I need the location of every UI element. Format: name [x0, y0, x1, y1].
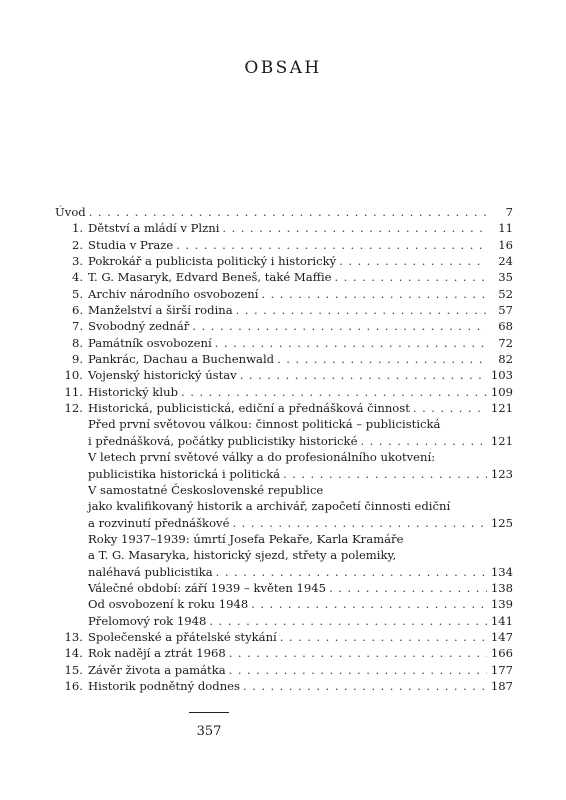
- toc-entry-title: Archiv národního osvobození: [88, 286, 259, 301]
- toc-entry-body: [88, 318, 513, 334]
- toc-entry-body: [88, 416, 513, 432]
- toc-entry: [55, 302, 513, 318]
- toc-entry: [55, 449, 513, 465]
- page-number: 357: [196, 724, 222, 739]
- toc-entry-page: 82: [498, 352, 513, 367]
- toc-entry-title: Historik podnětný dodnes: [88, 678, 240, 693]
- toc-entry-number: 13.: [64, 629, 83, 644]
- toc-entry-number: 8.: [71, 335, 83, 350]
- toc-entry: [55, 580, 513, 596]
- dot-leader: [277, 351, 487, 367]
- toc-entry-title: Památník osvobození: [88, 335, 212, 350]
- toc-entry-page: 121: [490, 433, 513, 448]
- toc-entry-title: Roky 1937–1939: úmrtí Josefa Pekaře, Karla Kramáře: [88, 531, 404, 546]
- toc-entry-title: Historická, publicistická, ediční a přednášková činnost: [88, 401, 410, 416]
- toc-entry: [55, 367, 513, 383]
- toc-entry: [55, 482, 513, 498]
- toc-entry-body: [88, 384, 513, 400]
- toc-entry-body: [88, 237, 513, 253]
- dot-leader: [216, 564, 487, 580]
- toc-entry-body: [88, 286, 513, 302]
- toc-entry-title: a rozvinutí přednáškové: [88, 515, 230, 530]
- dot-leader: [335, 269, 487, 285]
- toc-entry-title: Před první světovou válkou: činnost politická – publicistická: [88, 417, 441, 432]
- toc-entry-number: 10.: [64, 368, 83, 383]
- toc-entry-title: a T. G. Masaryka, historický sjezd, střety a polemiky,: [88, 548, 397, 563]
- toc-entry-body: [88, 515, 513, 531]
- toc-entry-title: Studia v Praze: [88, 237, 174, 252]
- toc-entry-body: [88, 253, 513, 269]
- toc-entry-number: 5.: [71, 286, 83, 301]
- toc-entry: [55, 564, 513, 580]
- toc-entry-body: [88, 400, 513, 416]
- toc-entry-page: 147: [490, 629, 513, 644]
- dot-leader: [280, 629, 487, 645]
- toc-entry-number: 4.: [71, 270, 83, 285]
- dot-leader: [283, 466, 487, 482]
- toc-entry-page: 134: [490, 564, 513, 579]
- toc-entry-title: Dětství a mládí v Plzni: [88, 221, 220, 236]
- toc-entry-page: 103: [490, 368, 513, 383]
- dot-leader: [192, 318, 487, 334]
- toc-entry-title: Svobodný zednář: [88, 319, 190, 334]
- toc-entry: [55, 204, 513, 220]
- toc-entry: [55, 237, 513, 253]
- toc-entry: [55, 433, 513, 449]
- toc-entry: [55, 515, 513, 531]
- toc-entry-page: 121: [490, 401, 513, 416]
- dot-leader: [329, 580, 487, 596]
- toc-entry-body: [88, 678, 513, 694]
- toc-entry-body: [55, 204, 513, 220]
- dot-leader: [251, 596, 487, 612]
- toc-entry-page: 187: [490, 678, 513, 693]
- toc-entry-title: naléhavá publicistika: [88, 564, 213, 579]
- toc-entry: [55, 662, 513, 678]
- toc-entry: [55, 416, 513, 432]
- dot-leader: [229, 662, 487, 678]
- toc-entry-page: 72: [498, 335, 513, 350]
- toc-entry-body: [88, 367, 513, 383]
- toc-entry: [55, 269, 513, 285]
- toc-entry-title: jako kvalifikovaný historik a archivář, započetí činnosti ediční: [88, 499, 451, 514]
- dot-leader: [222, 220, 487, 236]
- toc-entry-number: 15.: [64, 662, 83, 677]
- toc-entry-page: 68: [498, 319, 513, 334]
- toc-entry: [55, 466, 513, 482]
- toc-entry-number: 6.: [71, 303, 83, 318]
- toc-entry-body: [88, 335, 513, 351]
- dot-leader: [413, 400, 487, 416]
- toc-entry-body: [88, 580, 513, 596]
- toc-entry-title: Válečné období: září 1939 – květen 1945: [88, 580, 327, 595]
- toc-entry: [55, 613, 513, 629]
- toc-entry-page: 24: [498, 254, 513, 269]
- toc-entry-number: 14.: [64, 646, 83, 661]
- toc-entry-title: T. G. Masaryk, Edvard Beneš, také Maffie: [88, 270, 332, 285]
- toc-entry-page: 7: [505, 205, 513, 219]
- toc-entry-page: 177: [490, 662, 513, 677]
- toc-entry: [55, 596, 513, 612]
- toc-entry-page: 125: [490, 515, 513, 530]
- toc-entry-title: publicistika historická i politická: [88, 466, 281, 481]
- toc-entry-body: [88, 629, 513, 645]
- toc-entry-title: Vojenský historický ústav: [88, 368, 237, 383]
- dot-leader: [232, 515, 486, 531]
- toc-entry: [55, 645, 513, 661]
- dot-leader: [229, 645, 487, 661]
- toc-entry-number: 16.: [64, 678, 83, 693]
- toc-entry-body: [88, 564, 513, 580]
- toc-entry-body: [88, 613, 513, 629]
- dot-leader: [339, 253, 487, 269]
- toc-entry-body: [88, 302, 513, 318]
- toc-entry-page: 35: [498, 270, 513, 285]
- toc-entry-title: Společenské a přátelské stykání: [88, 629, 277, 644]
- folio-rule: [189, 712, 229, 713]
- toc-entry-page: 109: [490, 384, 513, 399]
- toc-entry: [55, 286, 513, 302]
- toc-entry-number: 2.: [71, 237, 83, 252]
- dot-leader: [89, 204, 487, 220]
- toc-entry: [55, 335, 513, 351]
- toc-entry-title: Rok nadějí a ztrát 1968: [88, 646, 226, 661]
- toc-entry-body: [88, 596, 513, 612]
- dot-leader: [215, 335, 487, 351]
- toc-entry: [55, 253, 513, 269]
- toc-entry-page: 57: [498, 303, 513, 318]
- toc-entry-title: Pankrác, Dachau a Buchenwald: [88, 352, 275, 367]
- toc-entry-number: 7.: [71, 319, 83, 334]
- dot-leader: [261, 286, 487, 302]
- toc-entry-body: [88, 498, 513, 514]
- toc-entry-page: 16: [498, 237, 513, 252]
- toc-entry: [55, 318, 513, 334]
- toc-entry-title: V samostatné Československé republice: [88, 482, 324, 497]
- toc-entry-page: 138: [490, 580, 513, 595]
- toc-entry-number: 12.: [64, 401, 83, 416]
- toc-entry-body: [88, 449, 513, 465]
- toc-entry-body: [88, 531, 513, 547]
- dot-leader: [243, 678, 487, 694]
- toc-entry: [55, 400, 513, 416]
- toc-entry-title: V letech první světové války a do profesionálního ukotvení:: [88, 450, 436, 465]
- dot-leader: [240, 367, 487, 383]
- toc-entry-title: Od osvobození k roku 1948: [88, 597, 249, 612]
- page-heading: OBSAH: [244, 58, 322, 78]
- toc-entry-title: Historický klub: [88, 384, 179, 399]
- toc-entry-body: [88, 220, 513, 236]
- toc-entry-number: 1.: [71, 221, 83, 236]
- toc-entry-body: [88, 645, 513, 661]
- toc-entry: [55, 531, 513, 547]
- toc-entry: [55, 547, 513, 563]
- toc-entry-body: [88, 662, 513, 678]
- toc-entry-title: Přelomový rok 1948: [88, 613, 207, 628]
- toc-entry-page: 166: [490, 646, 513, 661]
- toc-entry-title: Pokrokář a publicista politický i historický: [88, 254, 337, 269]
- toc-entry-page: 139: [490, 597, 513, 612]
- toc-entry-number: 3.: [71, 254, 83, 269]
- toc-entry-page: 52: [498, 286, 513, 301]
- toc-entry: [55, 384, 513, 400]
- toc-entry-body: [88, 351, 513, 367]
- toc-entry: [55, 498, 513, 514]
- toc-entry-title: Manželství a širší rodina: [88, 303, 233, 318]
- toc-entry-page: 11: [498, 221, 513, 236]
- toc-entry-page: 141: [490, 613, 513, 628]
- toc-entry-body: [88, 482, 513, 498]
- dot-leader: [360, 433, 486, 449]
- toc-entry-page: 123: [490, 466, 513, 481]
- dot-leader: [181, 384, 487, 400]
- toc-entry-title: Úvod: [55, 205, 86, 219]
- toc-entry-title: Závěr života a památka: [88, 662, 226, 677]
- toc-entry-number: 9.: [71, 352, 83, 367]
- toc-entry-body: [88, 466, 513, 482]
- toc-entry: [55, 351, 513, 367]
- dot-leader: [209, 613, 486, 629]
- toc-entry: [55, 678, 513, 694]
- toc-entry-body: [88, 433, 513, 449]
- dot-leader: [176, 237, 487, 253]
- toc-entry-number: 11.: [64, 384, 83, 399]
- toc-entry: [55, 629, 513, 645]
- table-of-contents: [55, 204, 513, 694]
- dot-leader: [236, 302, 487, 318]
- toc-entry-body: [88, 547, 513, 563]
- toc-entry: [55, 220, 513, 236]
- toc-entry-body: [88, 269, 513, 285]
- toc-entry-title: i přednášková, počátky publicistiky historické: [88, 433, 358, 448]
